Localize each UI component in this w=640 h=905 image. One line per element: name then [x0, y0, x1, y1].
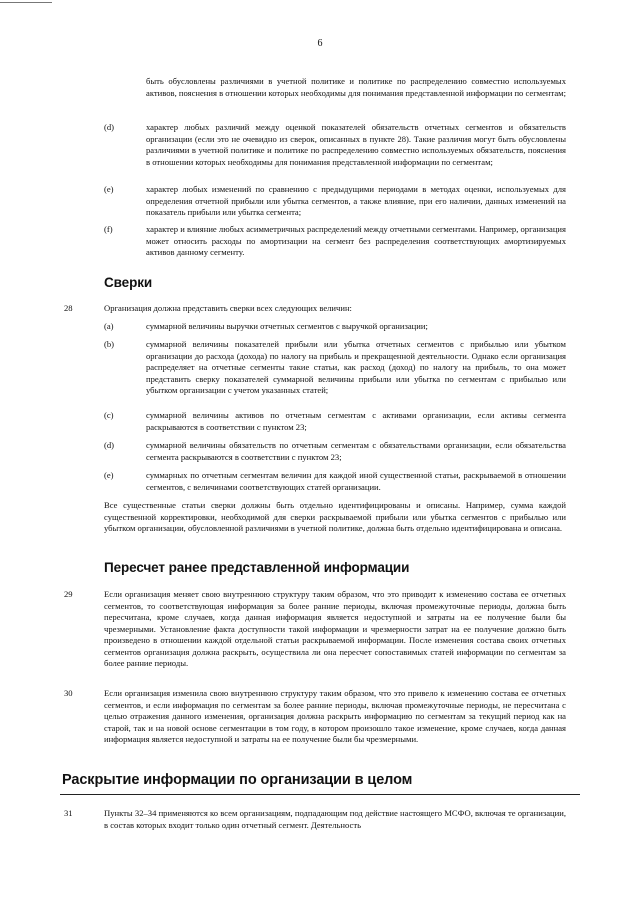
- paragraph-text: Если организация изменила свою внутреннюю структуру таким образом, что это привело к изменению состава ее отчетных сегментов, и если информация по сегментам за более ранние периоды, включая промежуточные периоды, не пересчитана с целью отражения данного изменения, организация должна раскрыть информацию по сегментам за текущий период как на старой, так и на новой основе сегментации в том году, в котором произошло такое изменение, кроме случаев, когда данная информация является недоступной и затраты на ее получение были бы чрезмерными.: [104, 688, 566, 744]
- paragraph-number: 29: [64, 589, 73, 599]
- page-number: 6: [317, 38, 323, 49]
- paragraph-intro: Организация должна представить сверки всех следующих величин:: [104, 303, 352, 313]
- list-label: (d): [104, 122, 115, 132]
- list-item-text: суммарной величины выручки отчетных сегментов с выручкой организации;: [146, 321, 428, 331]
- list-item-text: суммарной величины активов по отчетным сегментам с активами организации, если активы сегмента раскрываются в соответствии с пунктом 23;: [146, 410, 566, 432]
- list-label: (d): [104, 440, 115, 450]
- list-item-text: суммарной величины обязательств по отчетным сегментам с обязательствами организации, если обязательства сегмента раскрываются в соответствии с пунктом 23;: [146, 440, 566, 462]
- heading-entity-wide: Раскрытие информации по организации в целом: [62, 772, 413, 788]
- scan-edge-line: [0, 2, 52, 3]
- paragraph-closing: Все существенные статьи сверки должны быть отдельно идентифицированы и описаны. Например, сумма каждой существенной корректировки, необходимой для сверки раскрываемой прибыли или убытка сегментов с прибылью или убытком организации, обусловленной различиями в учетной политике, должна быть отдельно идентифицирована и описана.: [104, 500, 566, 533]
- list-label: (a): [104, 321, 114, 331]
- paragraph-text: Если организация меняет свою внутреннюю структуру таким образом, что это приводит к изменению состава ее отчетных сегментов, то соответствующая информация за более ранние периоды, включая промежуточные периоды, должна быть пересчитана, кроме случаев, когда данная информация является недоступной и затраты на ее получение были бы чрезмерными. Установление факта доступности такой информации и чрезмерности затрат на ее получение должно быть произведено в отношении каждой отдельной статьи раскрываемой информации. После изменения состава своих отчетных сегментов организация должна раскрыть, осуществила ли она пересчет сопоставимых статей информации по сегментам за более ранние периоды.: [104, 589, 566, 668]
- list-item-text: суммарных по отчетным сегментам величин для каждой иной существенной статьи, раскрываемой в отношении сегментов, с величинами соответствующих статей организации.: [146, 470, 566, 492]
- list-item-text: характер и влияние любых асимметричных распределений между отчетными сегментами. Например, организация может относить расходы по амортизации на сегмент без распределения соответствующих амортизируемых активов данному сегменту.: [146, 224, 566, 257]
- list-label: (b): [104, 339, 115, 349]
- paragraph-number: 31: [64, 808, 73, 818]
- paragraph-text: Пункты 32–34 применяются ко всем организациям, подпадающим под действие настоящего МСФО, включая те организации, в состав которых входит только один отчетный сегмент. Деятельность: [104, 808, 566, 830]
- heading-restatement: Пересчет ранее представленной информации: [104, 560, 410, 575]
- list-item-text: суммарной величины показателей прибыли или убытка отчетных сегментов с прибылью или убытком организации до расхода (дохода) по налогу на прибыль и прекращенной деятельности. Однако если организация распределяет на отчетные сегменты такие статьи, как расход (доход) по налогу на прибыль, то она может представить сверку показателей суммарной величины прибыли или убытка по сегментам с прибылью или убытком организации с учетом указанных статей;: [146, 339, 566, 395]
- paragraph-number: 30: [64, 688, 73, 698]
- list-item-text: характер любых изменений по сравнению с предыдущими периодами в методах оценки, используемых для определения отчетной прибыли или убытка сегментов, а также влияние, при его наличии, данных изменений на показатель прибыли или убытка сегмента;: [146, 184, 566, 217]
- heading-rule: [60, 794, 580, 795]
- intro-continuation: быть обусловлены различиями в учетной политике и политике по распределению совместно используемых активов, пояснения в отношении которых необходимы для понимания представленной информации по сегментам;: [146, 76, 567, 98]
- list-label: (c): [104, 410, 114, 420]
- paragraph-number: 28: [64, 303, 73, 313]
- list-label: (e): [104, 470, 114, 480]
- list-label: (f): [104, 224, 113, 234]
- list-label: (e): [104, 184, 114, 194]
- list-item-text: характер любых различий между оценкой показателей обязательств отчетных сегментов и обязательств организации (если это не очевидно из сверок, описанных в пункте 28). Такие различия могут быть обусловлены различиями в учетной политике и политике по распределению совместно используемых обязательств, пояснения в отношении которых необходимы для понимания представленной информации по сегментам;: [146, 122, 566, 167]
- heading-reconciliations: Сверки: [104, 275, 153, 290]
